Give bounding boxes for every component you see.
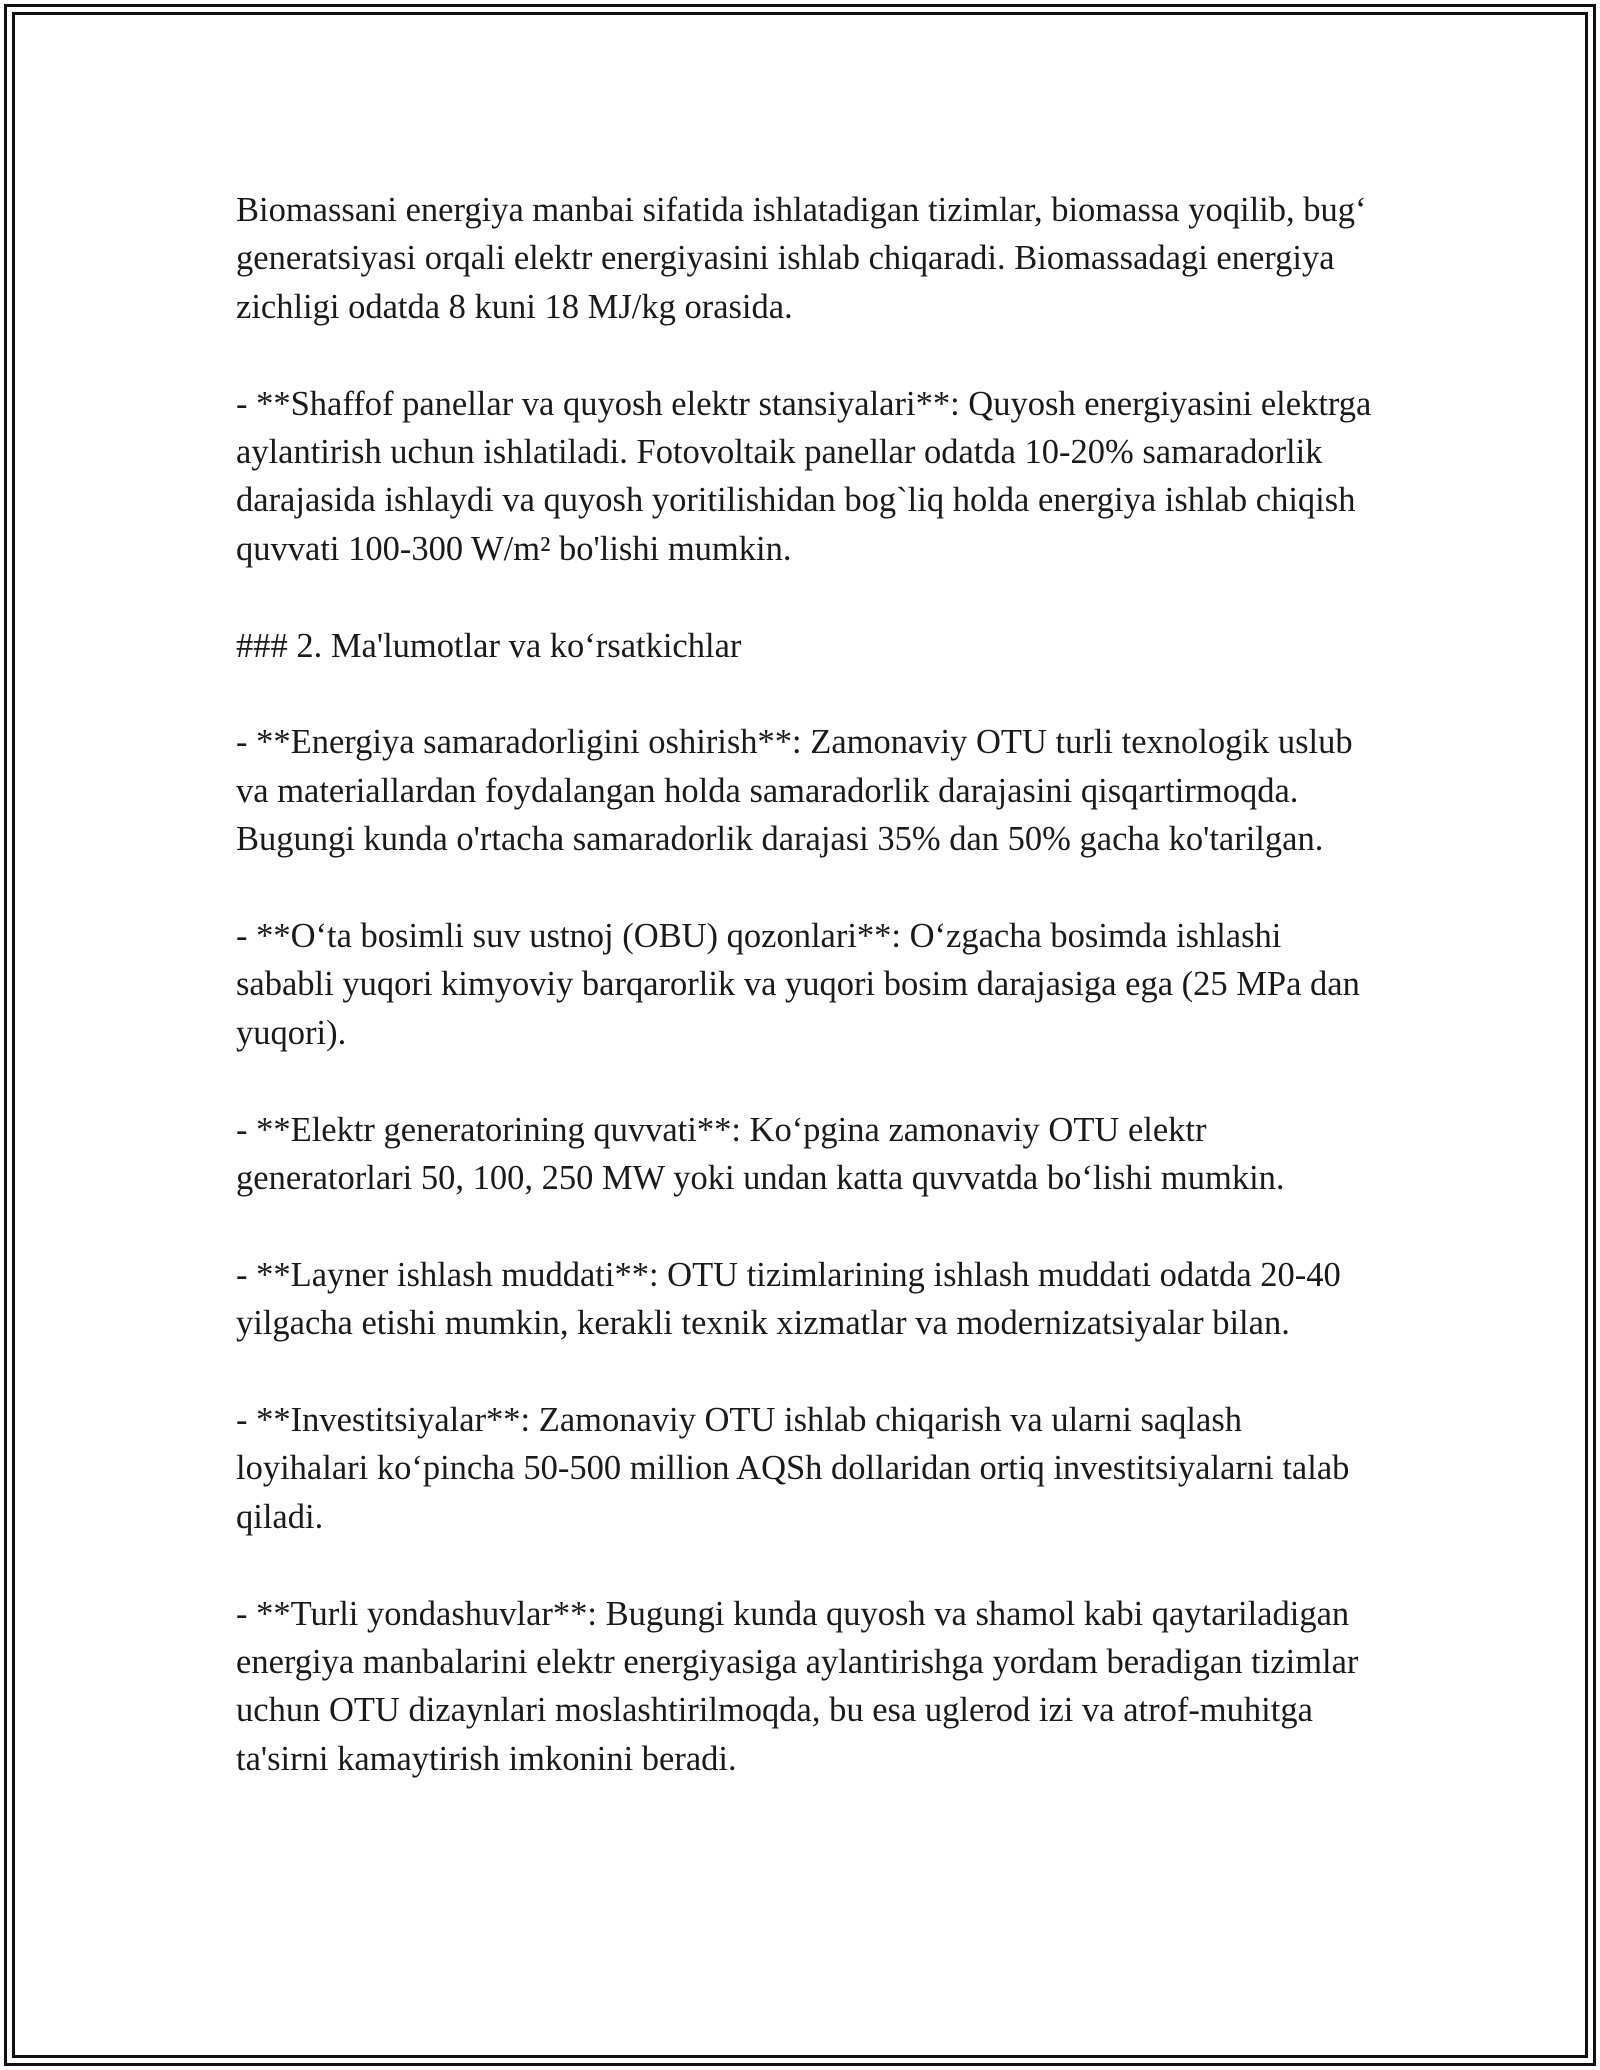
paragraph-generator-power: - **Elektr generatorining quvvati**: Ko‘pgina zamonaviy OTU elektr generatorlari 50, 100, 250 MW yoki undan katta quvvatda bo‘lishi mumkin. — [236, 1110, 1285, 1198]
section-heading: ### 2. Ma'lumotlar va ko‘rsatkichlar — [236, 626, 742, 665]
paragraph-boilers: - **O‘ta bosimli suv ustnoj (OBU) qozonlari**: O‘zgacha bosimda ishlashi sababli yuqori kimyoviy barqarorlik va yuqori bosim darajasiga ega (25 MPa dan yuqori). — [236, 917, 1360, 1052]
paragraph-solar-panels: - **Shaffof panellar va quyosh elektr stansiyalari**: Quyosh energiyasini elektrga aylantirish uchun ishlatiladi. Fotovoltaik panellar odatda 10-20% samaradorlik darajasida ishlaydi va quyosh yoritilishidan bog`liq holda energiya ishlab chiqish quvvati 100-300 W/m² bo'lishi mumkin. — [236, 384, 1372, 568]
paragraph-investments: - **Investitsiyalar**: Zamonaviy OTU ishlab chiqarish va ularni saqlash loyihalari ko‘pincha 50-500 million AQSh dollaridan ortiq investitsiyalarni talab qiladi. — [236, 1401, 1350, 1536]
document-body — [236, 186, 1376, 1783]
paragraph-approaches: - **Turli yondashuvlar**: Bugungi kunda quyosh va shamol kabi qaytariladigan energiya manbalarini elektr energiyasiga aylantirishga yordam beradigan tizimlar uchun OTU dizaynlari moslashtirilmoqda, bu esa uglerod izi va atrof-muhitga ta'sirni kamaytirish imkonini beradi. — [236, 1594, 1359, 1778]
paragraph-efficiency: - **Energiya samaradorligini oshirish**: Zamonaviy OTU turli texnologik uslub va materiallardan foydalangan holda samaradorlik darajasini qisqartirmoqda. Bugungi kunda o'rtacha samaradorlik darajasi 35% dan 50% gacha ko'tarilgan. — [236, 723, 1353, 859]
paragraph-biomass: Biomassani energiya manbai sifatida ishlatadigan tizimlar, biomassa yoqilib, bug‘ generatsiyasi orqali elektr energiyasini ishlab chiqaradi. Biomassadagi energiya zichligi odatda 8 kuni 18 MJ/kg orasida. — [236, 191, 1367, 326]
paragraph-service-life: - **Layner ishlash muddati**: OTU tizimlarining ishlash muddati odatda 20-40 yilgacha etishi mumkin, kerakli texnik xizmatlar va modernizatsiyalar bilan. — [236, 1255, 1341, 1343]
